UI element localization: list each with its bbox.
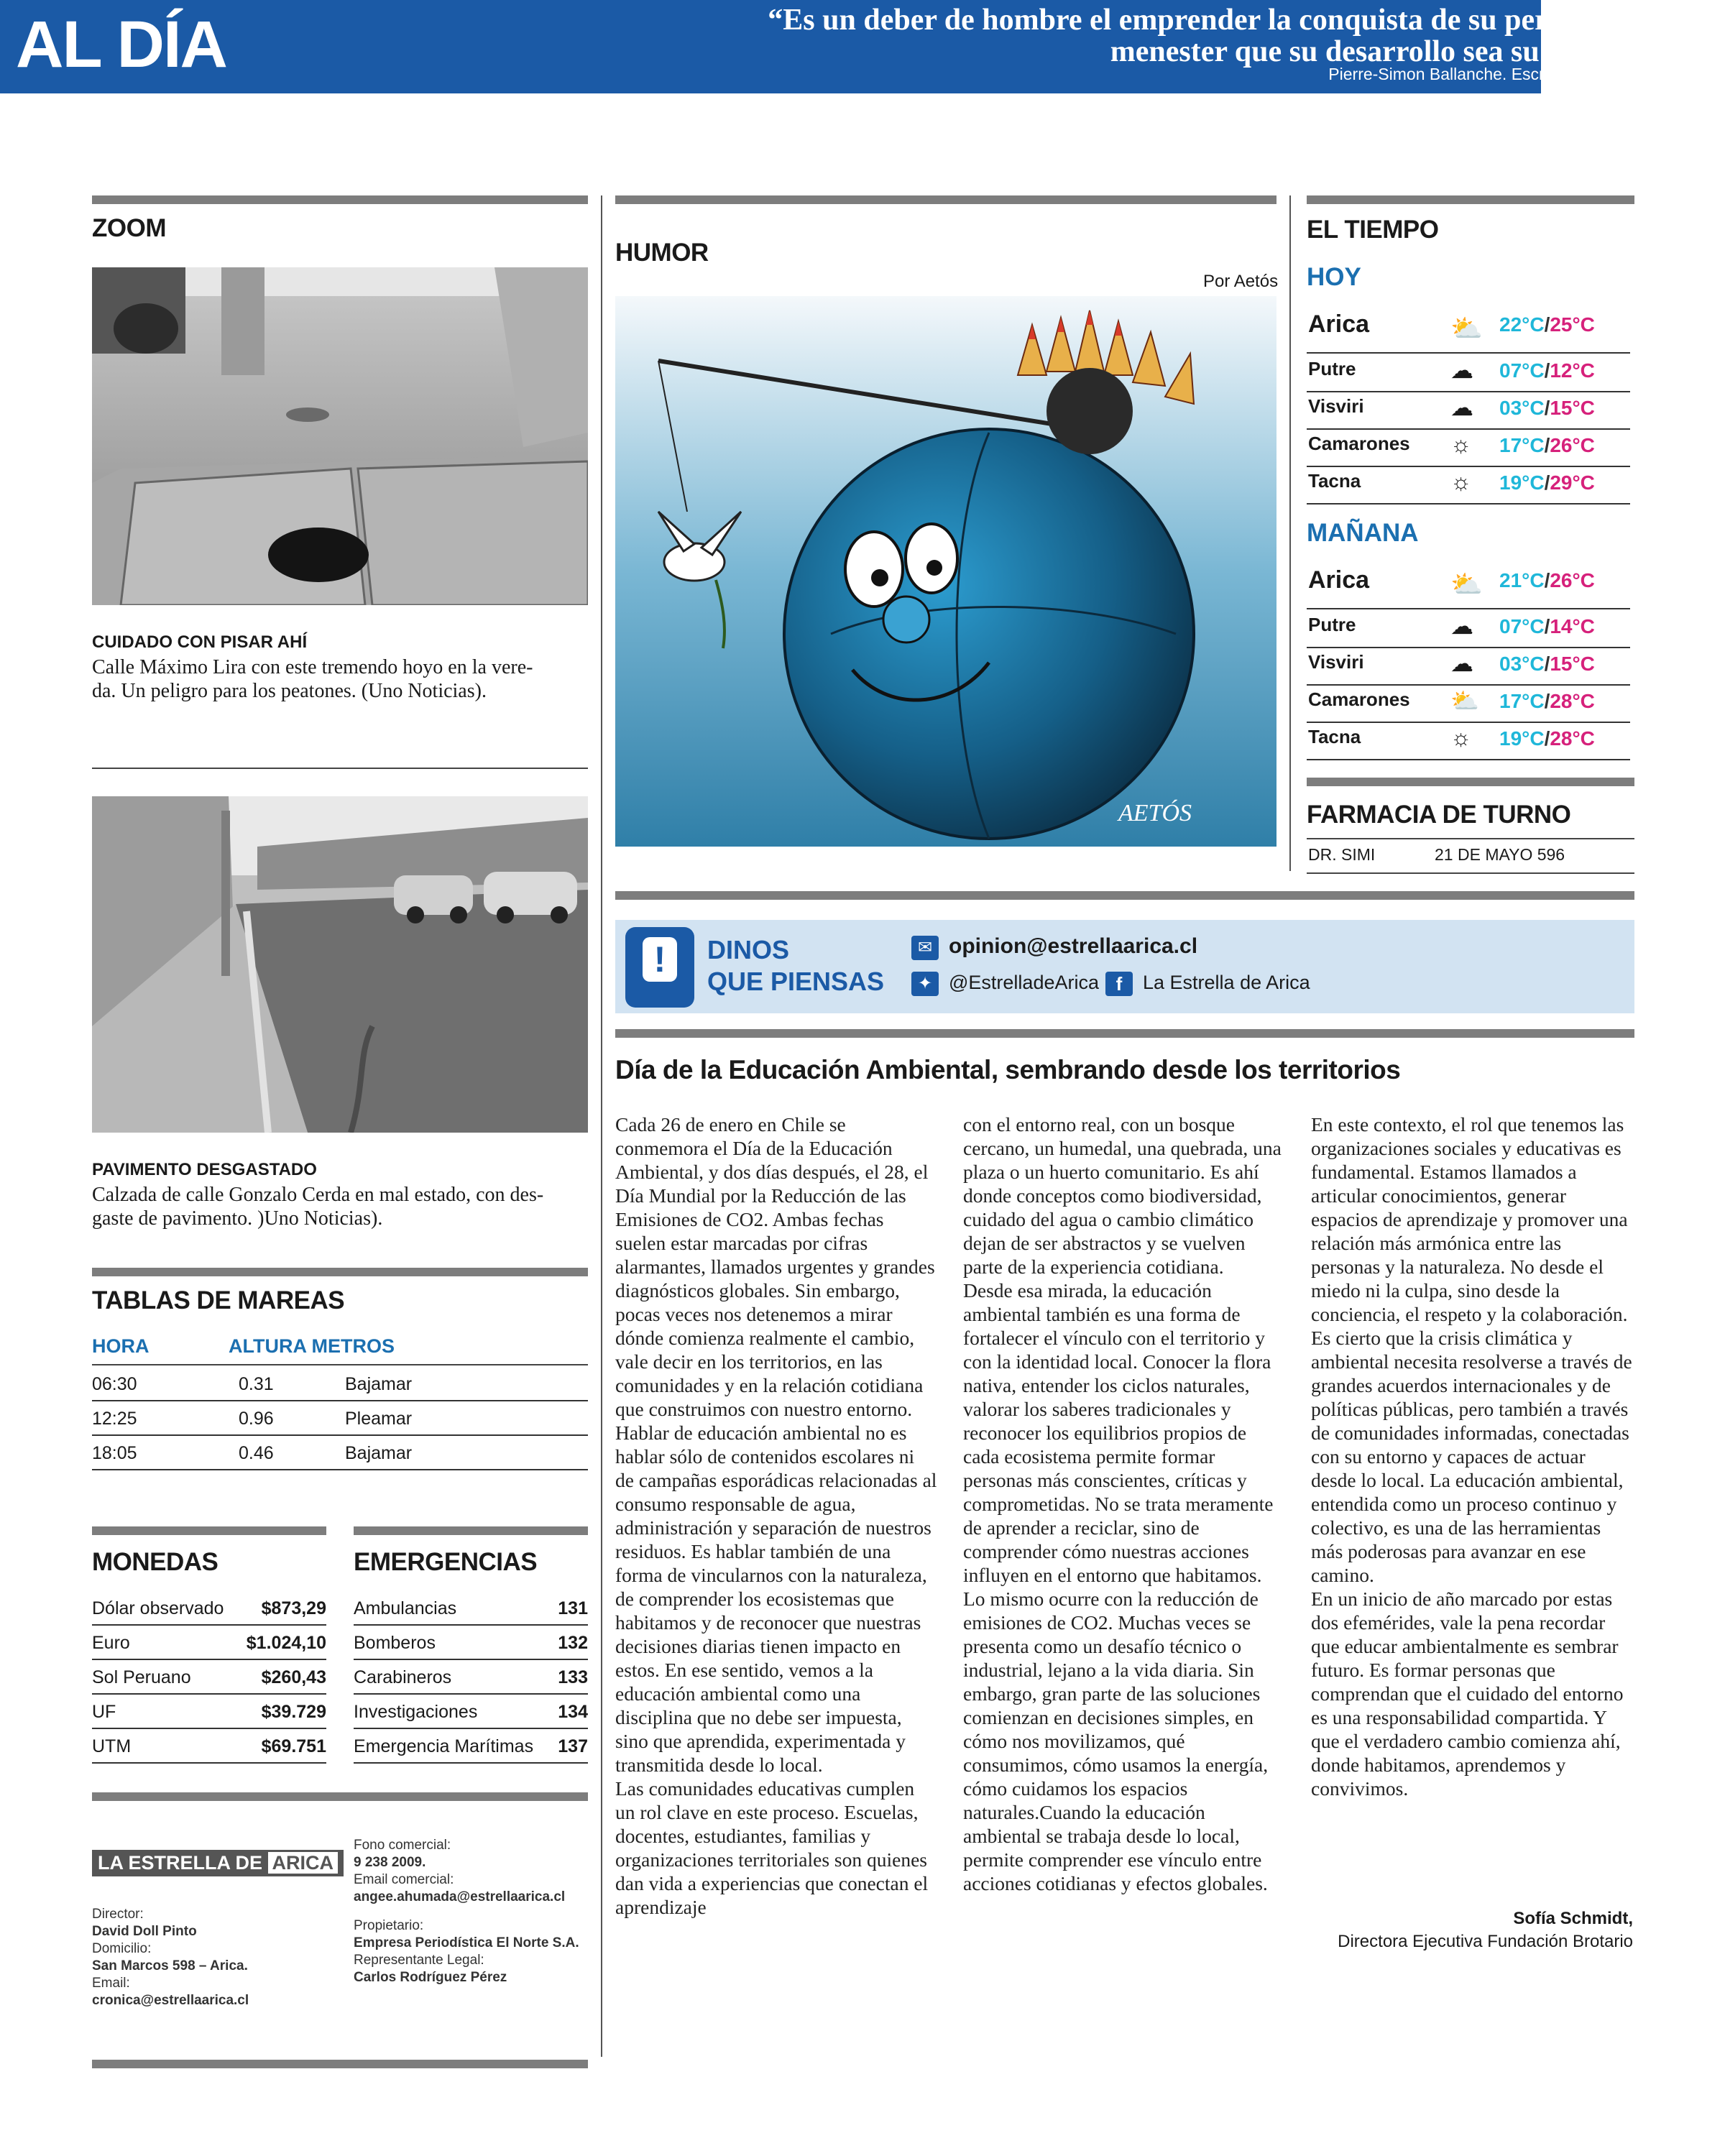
sun-icon: ☼: [1450, 431, 1472, 457]
pharmacy-rule: [1307, 778, 1634, 786]
weather-row-tomorrow: [1307, 565, 1630, 609]
currency-row: [92, 1729, 326, 1764]
temp-min: 07°C: [1499, 615, 1545, 637]
partly-cloudy-icon: ⛅: [1450, 313, 1483, 343]
emergency-row: [354, 1591, 588, 1626]
logo-text-left: LA ESTRELLA DE: [98, 1852, 262, 1874]
contact-rule: [615, 891, 1634, 900]
weather-temps: [1499, 313, 1595, 336]
weather-city: Tacna: [1308, 726, 1361, 747]
alert-icon: !: [625, 927, 694, 1008]
tide-height: 0.46: [239, 1443, 274, 1463]
sun-icon: ☼: [1450, 724, 1472, 750]
temp-min: 03°C: [1499, 653, 1545, 675]
weather-row-today: [1307, 467, 1630, 505]
rain-cloud-icon: ☁: [1450, 357, 1473, 383]
currency-value: $39.729: [261, 1702, 326, 1722]
article-paragraph: Las comunidades educativas cumplen un rol clave en este proceso. Escuelas, docentes, estudiantes, familias y organizaciones territoriales son quienes dan vida a experiencias que conectan el aprendizaje: [615, 1777, 929, 1918]
currency-name: UTM: [92, 1736, 132, 1756]
weather-temps: [1499, 471, 1595, 494]
temp-min: 17°C: [1499, 690, 1545, 712]
commercial-phone: 9 238 2009.: [354, 1855, 426, 1870]
temp-separator: /: [1544, 313, 1550, 336]
temp-separator: /: [1544, 653, 1550, 675]
emergency-number: 131: [558, 1598, 588, 1618]
emergency-number: 137: [558, 1736, 588, 1756]
zoom-rule: [92, 195, 588, 204]
zoom-caption-2-line2: gaste de pavimento. )Uno Noticias).: [92, 1207, 383, 1230]
temp-min: 19°C: [1499, 471, 1545, 494]
contact-title-line2: QUE PIENSAS: [707, 967, 885, 996]
currency-row: [92, 1591, 326, 1626]
temp-min: 17°C: [1499, 434, 1545, 456]
article-paragraph: Cada 26 de enero en Chile se conmemora el Día de la Educación Ambiental, y dos días después, el 28, el Día Mundial por la Reducción de las Emisiones de CO2. Ambas fechas suelen estar marcadas por cifras alarmantes, llamados urgentes y grandes diagnósticos globales. Sin embargo, pocas veces nos detenemos a mirar dónde comienza realmente el cambio, vale decir en los territorios, en las comunidades y en la relación cotidiana que construimos con nuestro entorno.: [615, 1113, 935, 1420]
pharmacy-line-bottom: [1307, 872, 1634, 874]
contact-twitter[interactable]: @EstrelladeArica: [949, 972, 1099, 993]
weather-temps: [1499, 690, 1595, 713]
currency-name: Dólar observado: [92, 1598, 224, 1618]
rain-cloud-icon: ☁: [1450, 395, 1473, 420]
weather-temps: [1499, 434, 1595, 457]
contact-title: [707, 934, 884, 998]
article-paragraph: En un inicio de año marcado por estas dos efemérides, vale la pena recordar que educar ambientalmente es sembrar futuro. Es formar personas que comprendan que el cuidado del entorno es una responsabilidad compartida. Y que el verdadero cambio comienza ahí, donde habitamos, aprendemos y convivimos.: [1311, 1588, 1624, 1800]
currency-name: Euro: [92, 1633, 130, 1653]
temp-separator: /: [1544, 690, 1550, 712]
tide-height: 0.31: [239, 1374, 274, 1394]
emergency-number: 133: [558, 1667, 588, 1687]
weather-city: Visviri: [1308, 651, 1364, 673]
temp-min: 07°C: [1499, 359, 1545, 382]
temp-max: 26°C: [1550, 569, 1595, 591]
temp-separator: /: [1544, 569, 1550, 591]
article-byline: [1311, 1907, 1633, 1953]
bottom-rule: [92, 2060, 588, 2068]
tides-rule: [92, 1268, 588, 1276]
pharmacy-line-top: [1307, 838, 1634, 839]
currency-value: $1.024,10: [246, 1633, 326, 1653]
currency-name: Sol Peruano: [92, 1667, 191, 1687]
temp-max: 15°C: [1550, 653, 1595, 675]
owner: Empresa Periodística El Norte S.A.: [354, 1935, 579, 1950]
owner-label: Propietario:: [354, 1918, 424, 1933]
director-label: Director:: [92, 1907, 144, 1922]
weather-city: Putre: [1308, 358, 1356, 379]
emergency-row: [354, 1660, 588, 1695]
tide-hour: 06:30: [92, 1374, 137, 1394]
currency-name: UF: [92, 1702, 116, 1722]
newsroom-email[interactable]: cronica@estrellaarica.cl: [92, 1993, 249, 2008]
emergency-name: Ambulancias: [354, 1598, 457, 1618]
commercial-email-label: Email comercial:: [354, 1872, 454, 1887]
emergency-row: [354, 1729, 588, 1764]
currency-row: [92, 1660, 326, 1695]
weather-city: Arica: [1308, 310, 1370, 338]
tide-row: [92, 1401, 588, 1436]
banner-quote-line1: “Es un deber de hombre el emprender la conquista de su personalidad; es: [768, 4, 1715, 37]
emergency-name: Carabineros: [354, 1667, 452, 1687]
weather-city: Tacna: [1308, 470, 1361, 492]
tide-height: 0.96: [239, 1409, 274, 1429]
weather-city: Putre: [1308, 614, 1356, 635]
currency-row: [92, 1695, 326, 1729]
zoom-photo-sidewalk-hole: [92, 267, 588, 605]
director-name: David Doll Pinto: [92, 1924, 197, 1939]
article-paragraph: Lo mismo ocurre con la reducción de emisiones de CO2. Muchas veces se presenta como un desafío técnico o industrial, lejano a la vida diaria. Sin embargo, gran parte de las soluciones comienzan en decisiones simples, en cómo nos movilizamos, qué consumimos, cómo usamos la energía, cómo cuidamos los espacios naturales.Cuando la educación ambiental se trabaja desde lo local, permite comprender ese vínculo entre acciones cotidianas y efectos globales.: [963, 1588, 1269, 1894]
tides-heading: TABLAS DE MAREAS: [92, 1286, 345, 1314]
temp-min: 21°C: [1499, 569, 1545, 591]
masthead-left-info: [92, 1906, 249, 2009]
zoom-photo-worn-pavement: [92, 796, 588, 1133]
tide-hour: 12:25: [92, 1409, 137, 1429]
tides-col-hour: HORA: [92, 1335, 150, 1357]
banner-quote-line2: menester que su desarrollo sea su obra propia”: [1110, 35, 1715, 68]
currency-value: $873,29: [261, 1598, 326, 1618]
emergency-name: Bomberos: [354, 1633, 436, 1653]
masthead-rule: [92, 1792, 588, 1801]
weather-row-today: [1307, 430, 1630, 467]
email-label: Email:: [92, 1976, 130, 1991]
humor-credit: Por Aetós: [1203, 272, 1279, 291]
temp-max: 29°C: [1550, 471, 1595, 494]
weather-rule: [1307, 195, 1634, 204]
tide-type: Bajamar: [345, 1374, 413, 1394]
emergency-number: 132: [558, 1633, 588, 1653]
temp-min: 03°C: [1499, 397, 1545, 419]
zoom-heading: ZOOM: [92, 214, 166, 242]
emergency-name: Investigaciones: [354, 1702, 478, 1722]
weather-row-today: [1307, 309, 1630, 354]
emergency-name: Emergencia Marítimas: [354, 1736, 534, 1756]
contact-title-line1: DINOS: [707, 935, 790, 964]
article-paragraph: con el entorno real, con un bosque cercano, un humedal, una quebrada, una plaza o un huerto comunitario. Es ahí donde conceptos como biodiversidad, cuidado del agua o cambio climático dejan de ser abstractos y se vuelven parte de la experiencia cotidiana.: [963, 1113, 1282, 1278]
currency-value: $69.751: [261, 1736, 326, 1756]
contact-facebook[interactable]: La Estrella de Arica: [1143, 972, 1310, 993]
zoom-caption-text-1: [92, 655, 595, 703]
weather-row-tomorrow: [1307, 611, 1630, 648]
weather-row-tomorrow: [1307, 723, 1630, 760]
address-label: Domicilio:: [92, 1941, 152, 1956]
weather-city: Camarones: [1308, 433, 1410, 454]
tide-row: [92, 1367, 588, 1401]
cartoon-signature: AETÓS: [1118, 800, 1192, 826]
temp-max: 26°C: [1550, 434, 1595, 456]
article-paragraph: Es cierto que la crisis climática y ambiental necesita resolverse a través de grandes acuerdos internacionales y de políticas públicas, pero también a través de comunidades informadas, conectadas con su entorno y capaces de actuar desde lo local. La educación ambiental, entendida como un proceso continuo y colectivo, es una de las herramientas más poderosas para avanzar en ese camino.: [1311, 1327, 1632, 1586]
weather-temps: [1499, 359, 1595, 382]
emergencies-heading: EMERGENCIAS: [354, 1548, 538, 1576]
temp-separator: /: [1544, 471, 1550, 494]
facebook-icon: f: [1105, 972, 1133, 996]
sun-icon: ☼: [1450, 469, 1472, 494]
currencies-heading: MONEDAS: [92, 1548, 218, 1576]
temp-min: 22°C: [1499, 313, 1545, 336]
temp-max: 28°C: [1550, 690, 1595, 712]
phone-label: Fono comercial:: [354, 1838, 451, 1853]
email-icon: ✉: [911, 936, 939, 960]
tide-type: Bajamar: [345, 1443, 413, 1463]
temp-max: 15°C: [1550, 397, 1595, 419]
commercial-email[interactable]: angee.ahumada@estrellaarica.cl: [354, 1889, 566, 1904]
weather-temps: [1499, 569, 1595, 592]
contact-box: [615, 920, 1634, 1013]
worn-pavement-image: [92, 796, 588, 1133]
newspaper-logo: [92, 1850, 344, 1876]
currency-row: [92, 1626, 326, 1660]
article-column-2: [963, 1112, 1285, 1895]
rain-cloud-icon: ☁: [1450, 613, 1473, 639]
temp-separator: /: [1544, 615, 1550, 637]
weather-city: Camarones: [1308, 688, 1410, 710]
zoom-caption-title-2: PAVIMENTO DESGASTADO: [92, 1160, 317, 1179]
sidewalk-hole-image: [92, 267, 588, 605]
zoom-caption-1-line2: da. Un peligro para los peatones. (Uno Noticias).: [92, 680, 487, 702]
zoom-divider: [92, 768, 588, 769]
pharmacy-address: 21 DE MAYO 596: [1435, 845, 1565, 864]
banner-quote-author: Pierre-Simon Ballanche. Escritor y filósofo francés.: [1328, 65, 1701, 83]
temp-separator: /: [1544, 359, 1550, 382]
article-rule: [615, 1029, 1634, 1038]
twitter-icon: ✦: [911, 972, 939, 996]
weather-temps: [1499, 727, 1595, 750]
column-divider-left: [601, 195, 602, 2057]
zoom-caption-2-line1: Calzada de calle Gonzalo Cerda en mal estado, con des-: [92, 1184, 544, 1206]
weather-heading: EL TIEMPO: [1307, 216, 1439, 244]
temp-max: 28°C: [1550, 727, 1595, 750]
weather-city: Visviri: [1308, 395, 1364, 417]
temp-max: 25°C: [1550, 313, 1595, 336]
currency-value: $260,43: [261, 1667, 326, 1687]
article-column-3: [1311, 1112, 1633, 1800]
legal-label: Representante Legal:: [354, 1953, 484, 1968]
article-paragraph: Hablar de educación ambiental no es hablar sólo de contenidos escolares ni de campañas esporádicas relacionadas al consumo responsable de agua, administración y separación de nuestros residuos. Es hablar también de una forma de vincularnos con la naturaleza, de comprender los ecosistemas que habitamos y de reconocer que nuestras decisiones diarias tienen impacto en estos. En ese sentido, vemos a la educación ambiental como una disciplina que no debe ser impuesta, sino que aprendida, experimentada y transmitida desde lo local.: [615, 1422, 937, 1776]
tide-hour: 18:05: [92, 1443, 137, 1463]
weather-tomorrow-label: MAÑANA: [1307, 519, 1419, 547]
article-title: Día de la Educación Ambiental, sembrando desde los territorios: [615, 1055, 1401, 1084]
rain-cloud-icon: ☁: [1450, 650, 1473, 676]
partly-cloudy-icon: ⛅: [1450, 569, 1483, 599]
weather-row-tomorrow: [1307, 686, 1630, 723]
article-paragraph: Desde esa mirada, la educación ambiental también es una forma de fortalecer el vínculo con el territorio y con la identidad local. Conocer la flora nativa, entender los ciclos naturales, valorar los saberes tradicionales y reconocer los equilibrios propios de cada ecosistema permite formar personas más conscientes, críticas y comprometidas. No se trata meramente de aprender a reciclar, sino de comprender cómo nuestras acciones influyen en el entorno que habitamos.: [963, 1279, 1274, 1586]
humor-cartoon: [615, 296, 1276, 847]
tides-col-height: ALTURA METROS: [229, 1335, 395, 1357]
banner-quote: [709, 4, 1715, 68]
tide-row: [92, 1436, 588, 1470]
tides-header-line: [92, 1364, 588, 1365]
pharmacy-heading: FARMACIA DE TURNO: [1307, 801, 1571, 829]
legal-representative: Carlos Rodríguez Pérez: [354, 1970, 507, 1985]
zoom-caption-title-1: CUIDADO CON PISAR AHÍ: [92, 632, 308, 652]
humor-rule: [615, 195, 1276, 204]
currencies-rule: [92, 1526, 326, 1535]
weather-row-today: [1307, 392, 1630, 430]
column-divider-right: [1289, 195, 1291, 871]
pharmacy-name: DR. SIMI: [1308, 845, 1376, 864]
weather-temps: [1499, 653, 1595, 676]
section-title: AL DÍA: [16, 8, 226, 81]
zoom-caption-text-2: [92, 1183, 595, 1230]
emergency-row: [354, 1695, 588, 1729]
partly-cloudy-icon: ⛅: [1450, 688, 1479, 714]
logo-text-right: ARICA: [268, 1852, 339, 1874]
emergency-number: 134: [558, 1702, 588, 1722]
temp-separator: /: [1544, 434, 1550, 456]
weather-today-label: HOY: [1307, 263, 1361, 291]
author-name: Sofía Schmidt,: [1513, 1909, 1633, 1928]
weather-row-tomorrow: [1307, 648, 1630, 686]
article-column-1: [615, 1112, 937, 1919]
cartoon-earth-bomb-image: [615, 296, 1276, 847]
temp-separator: /: [1544, 727, 1550, 750]
weather-city: Arica: [1308, 566, 1370, 594]
tide-type: Pleamar: [345, 1409, 413, 1429]
weather-row-today: [1307, 355, 1630, 392]
article-paragraph: En este contexto, el rol que tenemos las organizaciones sociales y educativas es fundamental. Estamos llamados a articular conocimientos, generar espacios de aprendizaje y promover una relación más armónica entre las personas y la naturaleza. No desde el miedo ni la culpa, sino desde la conciencia, el respeto y la colaboración.: [1311, 1113, 1628, 1325]
address: San Marcos 598 – Arica.: [92, 1958, 248, 1973]
zoom-caption-1-line1: Calle Máximo Lira con este tremendo hoyo en la vere-: [92, 656, 533, 678]
temp-min: 19°C: [1499, 727, 1545, 750]
author-role: Directora Ejecutiva Fundación Brotario: [1338, 1932, 1633, 1951]
weather-temps: [1499, 397, 1595, 420]
humor-heading: HUMOR: [615, 239, 709, 267]
emergency-row: [354, 1626, 588, 1660]
weather-temps: [1499, 615, 1595, 638]
temp-max: 14°C: [1550, 615, 1595, 637]
temp-separator: /: [1544, 397, 1550, 419]
section-banner: [0, 0, 1715, 93]
emergencies-rule: [354, 1526, 588, 1535]
masthead-right-info: [354, 1837, 579, 1986]
contact-email[interactable]: opinion@estrellaarica.cl: [949, 934, 1198, 958]
temp-max: 12°C: [1550, 359, 1595, 382]
